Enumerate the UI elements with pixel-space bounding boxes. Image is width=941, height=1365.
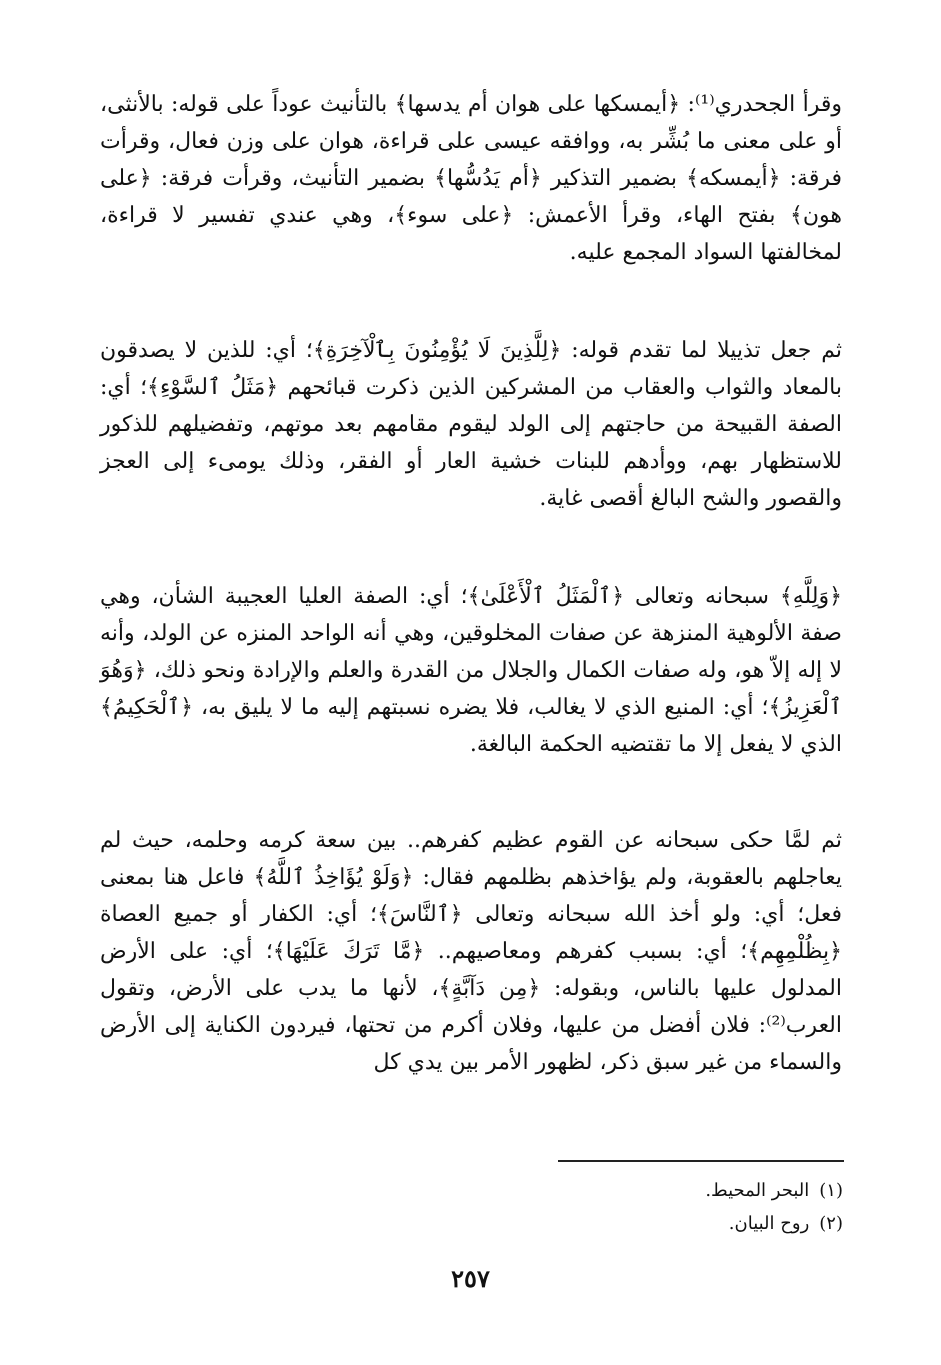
footnote-1-text: البحر المحيط. bbox=[705, 1180, 810, 1201]
paragraph-3: ﴿وَلِلَّهِ﴾ سبحانه وتعالى ﴿ٱلْمَثَلُ ٱلْأَعْلَىٰ﴾؛ أي: الصفة العليا العجيبة الشأن، وهي صفة الألوهية المنزهة عن صفات المخلوقين، وهي أنه الواحد المنزه عن الولد، وأنه لا إله إلاّ هو، وله صفات الكمال والجلال من القدرة والعلم والإرادة ونحو ذلك، ﴿وَهُوَ ٱلْعَزِيزُ﴾؛ أي: المنيع الذي لا يغالب، فلا يضره نسبتهم إليه ما لا يليق به، ﴿ٱلْحَكِيمُ﴾ الذي لا يفعل إلا ما تقتضيه الحكمة البالغة. bbox=[100, 584, 843, 757]
paragraph-4: ثم لمَّا حكى سبحانه عن القوم عظيم كفرهم.. بين سعة كرمه وحلمه، حيث لم يعاجلهم بالعقوبة، ولم يؤاخذهم بظلمهم فقال: ﴿وَلَوْ يُؤَاخِذُ ٱللَّهُ﴾ فاعل هنا بمعنى فعل؛ أي: ولو أخذ الله سبحانه وتعالى ﴿ٱلنَّاسَ﴾؛ أي: الكفار أو جميع العصاة ﴿بِظُلْمِهِم﴾؛ أي: بسبب كفرهم ومعاصيهم.. ﴿مَّا تَرَكَ عَلَيْهَا﴾؛ أي: على الأرض المدلول عليها بالناس، وبقوله: ﴿مِن دَآبَّةٍ﴾، لأنها ما يدب على الأرض، وتقول العرب⁽²⁾: فلان أفضل من عليها، وفلان أكرم من تحتها، فيردون الكناية إلى الأرض والسماء من غير سبق ذكر، لظهور الأمر بين يدي كل bbox=[100, 828, 842, 1075]
footnote-2-marker: (٢) bbox=[819, 1213, 843, 1234]
footnote-divider bbox=[558, 1160, 844, 1162]
footnote-2 bbox=[695, 1207, 843, 1240]
footnote-1-marker: (١) bbox=[819, 1180, 843, 1201]
page-number: ٢٥٧ bbox=[451, 1264, 490, 1293]
paragraph-1: وقرأ الجحدري⁽¹⁾: ﴿أيمسكها على هوان أم يدسها﴾ بالتأنيث عوداً على قوله: بالأنثى، أو على معنى ما بُشِّر به، ووافقه عيسى على قراءة، هوان على وزن فعال، وقرأت فرقة: ﴿أيمسكه﴾ بضمير التذكير ﴿أم يَدُسُّها﴾ بضمير التأنيث، وقرأت فرقة: ﴿على هون﴾ بفتح الهاء، وقرأ الأعمش: ﴿على سوء﴾، وهي عندي تفسير لا قراءة، لمخالفتها السواد المجمع عليه. bbox=[100, 92, 843, 265]
paragraph-2: ثم جعل تذييلا لما تقدم قوله: ﴿لِلَّذِينَ لَا يُؤْمِنُونَ بِٱلْآخِرَةِ﴾؛ أي: للذين لا يصدقون بالمعاد والثواب والعقاب من المشركين الذين ذكرت قبائحهم ﴿مَثَلُ ٱلسَّوْءِ﴾؛ أي: الصفة القبيحة من حاجتهم إلى الولد ليقوم مقامهم بعد موتهم، وتفضيلهم للذكور للاستظهار بهم، ووأدهم للبنات خشية العار أو الفقر، وذلك يومىء إلى العجز والقصور والشح البالغ أقصى غاية. bbox=[100, 338, 842, 511]
footnote-1 bbox=[695, 1174, 843, 1207]
footnotes bbox=[695, 1174, 843, 1240]
footnote-2-text: روح البيان. bbox=[728, 1213, 810, 1234]
